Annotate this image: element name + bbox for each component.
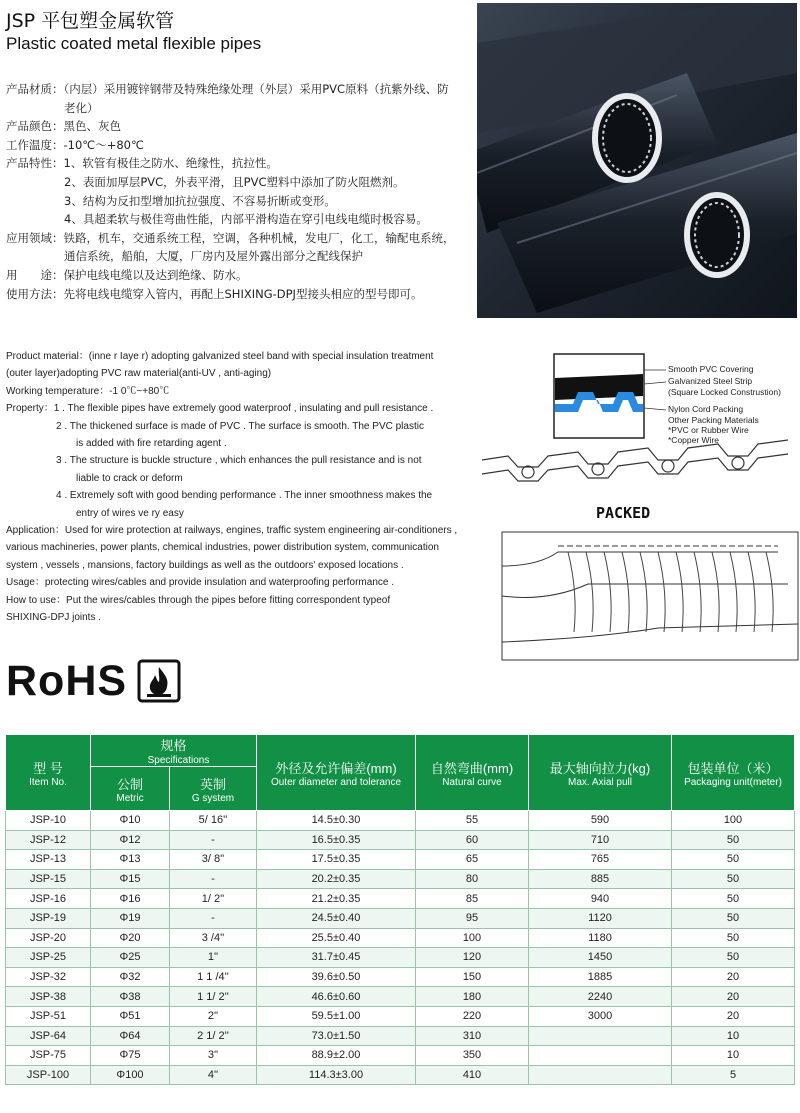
cell-metric: Φ13: [91, 850, 170, 870]
cell-outer-diameter: 59.5±1.00: [257, 1006, 416, 1026]
cell-axial-pull: 3000: [529, 1006, 672, 1026]
cell-axial-pull: 765: [529, 850, 672, 870]
header-packaging-unit: 包装单位（米） Packaging unit(meter): [672, 735, 795, 811]
hose-section-drawing: [502, 532, 798, 660]
rohs-text: RoHS: [6, 656, 128, 705]
en-application-line3: system , vessels , mansions, factory buildings as well as the outdoors' exposed locations .: [6, 559, 404, 571]
cell-natural-curve: 120: [416, 948, 529, 968]
table-row: [6, 830, 795, 850]
en-property-3a: 3 . The structure is buckle structure , which enhances the pull resistance and is not: [56, 455, 422, 467]
cn-property-3: 3、结构为反扣型增加抗拉强度、不容易折断或变形。: [64, 193, 336, 208]
cell-packaging-unit: 50: [672, 948, 795, 968]
cell-natural-curve: 180: [416, 987, 529, 1007]
cell-item-no: JSP-38: [6, 987, 91, 1007]
cell-g-system: 1 1/ 2'': [170, 987, 257, 1007]
cell-natural-curve: 95: [416, 908, 529, 928]
table-row: [6, 948, 795, 968]
chinese-description: [6, 80, 468, 303]
cell-natural-curve: 85: [416, 889, 529, 909]
en-temperature: Working temperature：-1 0℃~+80℃: [6, 385, 170, 397]
cell-axial-pull: 2240: [529, 987, 672, 1007]
cell-item-no: JSP-10: [6, 811, 91, 831]
title-chinese: JSP 平包塑金属软管: [6, 10, 175, 32]
structure-diagram: [478, 352, 800, 662]
label-other-packing: Other Packing Materials: [668, 415, 759, 425]
cell-natural-curve: 80: [416, 869, 529, 889]
cell-item-no: JSP-20: [6, 928, 91, 948]
label-steel-strip: Galvanized Steel Strip: [668, 376, 753, 386]
cn-property-1: 产品特性：1、软管有极佳之防水、绝缘性，抗拉性。: [6, 156, 278, 171]
table-row: [6, 889, 795, 909]
cell-natural-curve: 55: [416, 811, 529, 831]
cn-property-2: 2、表面加厚层PVC，外表平滑，且PVC塑料中添加了防火阻燃剂。: [64, 174, 405, 189]
cell-natural-curve: 220: [416, 1006, 529, 1026]
cell-item-no: JSP-13: [6, 850, 91, 870]
table-row: [6, 967, 795, 987]
cell-g-system: 2 1/ 2'': [170, 1026, 257, 1046]
header-axial-pull: 最大轴向拉力(kg) Max. Axial pull: [529, 735, 672, 811]
cell-metric: Φ16: [91, 889, 170, 909]
cell-axial-pull: 1450: [529, 948, 672, 968]
cell-metric: Φ64: [91, 1026, 170, 1046]
cell-item-no: JSP-16: [6, 889, 91, 909]
en-property-2b: is added with fire retarding agent .: [76, 438, 227, 450]
table-row: [6, 1006, 795, 1026]
table-row: [6, 1046, 795, 1066]
en-howto-line2: SHIXING-DPJ joints .: [6, 612, 102, 624]
cell-axial-pull: 590: [529, 811, 672, 831]
table-row: [6, 869, 795, 889]
label-pvc-wire: *PVC or Rubber Wire: [668, 425, 749, 435]
cell-outer-diameter: 25.5±0.40: [257, 928, 416, 948]
en-material-line2: (outer layer)adopting PVC raw material(anti-UV , anti-aging): [6, 368, 272, 380]
cell-g-system: 2'': [170, 1006, 257, 1026]
cell-item-no: JSP-19: [6, 908, 91, 928]
table-row: [6, 811, 795, 831]
packed-profile-drawing: [482, 440, 788, 481]
cell-metric: Φ12: [91, 830, 170, 850]
cell-packaging-unit: 20: [672, 967, 795, 987]
cell-outer-diameter: 73.0±1.50: [257, 1026, 416, 1046]
en-property-4a: 4 . Extremely soft with good bending performance . The inner smoothness makes the: [56, 490, 433, 502]
cell-axial-pull: 1885: [529, 967, 672, 987]
cell-metric: Φ38: [91, 987, 170, 1007]
cell-natural-curve: 60: [416, 830, 529, 850]
cell-item-no: JSP-15: [6, 869, 91, 889]
cell-packaging-unit: 50: [672, 850, 795, 870]
header-item-no: 型 号 Item No.: [6, 735, 91, 811]
cn-material-line1: 产品材质：（内层）采用镀锌钢带及特殊绝缘处理（外层）采用PVC原料（抗紫外线、防: [6, 82, 449, 96]
cn-howto: 使用方法：先将电线电缆穿入管内，再配上SHIXING-DPJ型接头相应的型号即可。: [6, 286, 423, 301]
table-row: [6, 1026, 795, 1046]
cell-packaging-unit: 50: [672, 889, 795, 909]
cell-metric: Φ19: [91, 908, 170, 928]
english-description: [6, 348, 476, 627]
header-g-system: 英制 G system: [170, 767, 257, 811]
cell-item-no: JSP-51: [6, 1006, 91, 1026]
header-specifications: 规格 Specifications: [91, 735, 257, 767]
packed-label: PACKED: [596, 504, 651, 522]
cell-axial-pull: [529, 1046, 672, 1066]
cell-outer-diameter: 21.2±0.35: [257, 889, 416, 909]
cell-outer-diameter: 114.3±3.00: [257, 1065, 416, 1085]
cell-natural-curve: 350: [416, 1046, 529, 1066]
cell-natural-curve: 100: [416, 928, 529, 948]
specification-table: [5, 734, 795, 1085]
cell-packaging-unit: 5: [672, 1065, 795, 1085]
cell-packaging-unit: 20: [672, 987, 795, 1007]
en-usage: Usage：protecting wires/cables and provide insulation and waterproofing performance .: [6, 577, 394, 589]
flammable-icon: [137, 659, 181, 703]
cell-axial-pull: 710: [529, 830, 672, 850]
cell-metric: Φ75: [91, 1046, 170, 1066]
cell-natural-curve: 150: [416, 967, 529, 987]
label-copper-wire: *Copper Wire: [668, 435, 720, 445]
cell-packaging-unit: 50: [672, 869, 795, 889]
cell-packaging-unit: 20: [672, 1006, 795, 1026]
cell-item-no: JSP-12: [6, 830, 91, 850]
cell-outer-diameter: 16.5±0.35: [257, 830, 416, 850]
cell-g-system: 5/ 16'': [170, 811, 257, 831]
cell-natural-curve: 310: [416, 1026, 529, 1046]
cn-material-line2: 老化）: [64, 100, 99, 115]
cell-g-system: 1/ 2'': [170, 889, 257, 909]
cell-packaging-unit: 10: [672, 1026, 795, 1046]
cell-item-no: JSP-100: [6, 1065, 91, 1085]
rohs-mark: [6, 656, 181, 706]
cell-g-system: 3'': [170, 1046, 257, 1066]
en-property-4b: entry of wires ve ry easy: [76, 507, 184, 519]
cn-property-4: 4、具超柔软与极佳弯曲性能，内部平滑构造在穿引电线电缆时极容易。: [64, 212, 428, 227]
cell-metric: Φ51: [91, 1006, 170, 1026]
cell-natural-curve: 65: [416, 850, 529, 870]
en-material-line1: Product material：(inne r Iaye r) adopting galvanized steel band with special insulation treatment: [6, 351, 434, 362]
cell-outer-diameter: 39.6±0.50: [257, 967, 416, 987]
label-nylon-cord: Nylon Cord Packing: [668, 404, 744, 414]
cell-packaging-unit: 50: [672, 830, 795, 850]
cell-g-system: 3 /4'': [170, 928, 257, 948]
cell-axial-pull: 1180: [529, 928, 672, 948]
cell-item-no: JSP-32: [6, 967, 91, 987]
cell-item-no: JSP-64: [6, 1026, 91, 1046]
cell-axial-pull: [529, 1026, 672, 1046]
cell-packaging-unit: 10: [672, 1046, 795, 1066]
cn-application-line2: 通信系统，船舶，大厦，厂房内及屋外露出部分之配线保护: [64, 249, 363, 264]
table-row: [6, 987, 795, 1007]
cell-metric: Φ15: [91, 869, 170, 889]
cell-g-system: 4'': [170, 1065, 257, 1085]
en-property-2a: 2 . The thickened surface is made of PVC . The surface is smooth. The PVC plastic: [56, 420, 424, 432]
cell-outer-diameter: 14.5±0.30: [257, 811, 416, 831]
cell-outer-diameter: 24.5±0.40: [257, 908, 416, 928]
cell-g-system: -: [170, 869, 257, 889]
cell-outer-diameter: 46.6±0.60: [257, 987, 416, 1007]
table-row: [6, 1065, 795, 1085]
cell-g-system: 1'': [170, 948, 257, 968]
cell-g-system: -: [170, 908, 257, 928]
table-row: [6, 850, 795, 870]
cell-item-no: JSP-25: [6, 948, 91, 968]
cell-metric: Φ100: [91, 1065, 170, 1085]
cn-temperature: 工作温度：-10℃～+80℃: [6, 137, 144, 152]
table-row: [6, 928, 795, 948]
en-application-line2: various machineries, power plants, chemical industries, power distribution system, communication: [6, 542, 439, 554]
label-square-locked: (Square Locked Construstion): [668, 387, 781, 397]
cn-color: 产品颜色：黑色、灰色: [6, 119, 121, 134]
cell-item-no: JSP-75: [6, 1046, 91, 1066]
cell-outer-diameter: 88.9±2.00: [257, 1046, 416, 1066]
en-application-line1: Application：Used for wire protection at railways, engines, traffic system engineering air-conditioners ,: [6, 525, 458, 537]
cell-packaging-unit: 50: [672, 928, 795, 948]
cell-g-system: 3/ 8'': [170, 850, 257, 870]
label-smooth-pvc: Smooth PVC Covering: [668, 364, 754, 374]
en-property-1: Property：1 . The flexible pipes have extremely good waterproof , insulating and pull resistance .: [6, 403, 434, 415]
cross-section-icon: [554, 354, 644, 438]
cell-packaging-unit: 100: [672, 811, 795, 831]
cell-g-system: -: [170, 830, 257, 850]
en-property-3b: liable to crack or deform: [76, 472, 183, 484]
cell-outer-diameter: 31.7±0.45: [257, 948, 416, 968]
cell-metric: Φ32: [91, 967, 170, 987]
cell-metric: Φ25: [91, 948, 170, 968]
cell-axial-pull: 1120: [529, 908, 672, 928]
product-photo: [477, 3, 797, 318]
cell-axial-pull: [529, 1065, 672, 1085]
cell-outer-diameter: 17.5±0.35: [257, 850, 416, 870]
cell-axial-pull: 885: [529, 869, 672, 889]
table-row: [6, 908, 795, 928]
cell-natural-curve: 410: [416, 1065, 529, 1085]
cell-axial-pull: 940: [529, 889, 672, 909]
en-howto-line1: How to use：Put the wires/cables through the pipes before fitting correspondent typeof: [6, 594, 391, 606]
cell-metric: Φ20: [91, 928, 170, 948]
table-body: [6, 811, 795, 1085]
cell-metric: Φ10: [91, 811, 170, 831]
header-metric: 公制 Metric: [91, 767, 170, 811]
header-outer-diameter: 外径及允许偏差(mm) Outer diameter and tolerance: [257, 735, 416, 811]
cn-application-line1: 应用领域：铁路，机车，交通系统工程，空调，各种机械，发电厂，化工，输配电系统，: [6, 230, 455, 245]
cell-packaging-unit: 50: [672, 908, 795, 928]
title-english: Plastic coated metal flexible pipes: [6, 34, 262, 53]
header-natural-curve: 自然弯曲(mm) Natural curve: [416, 735, 529, 811]
cn-usage: 用 途：保护电线电缆以及达到绝缘、防水。: [6, 267, 248, 282]
cell-outer-diameter: 20.2±0.35: [257, 869, 416, 889]
cell-g-system: 1 1 /4'': [170, 967, 257, 987]
